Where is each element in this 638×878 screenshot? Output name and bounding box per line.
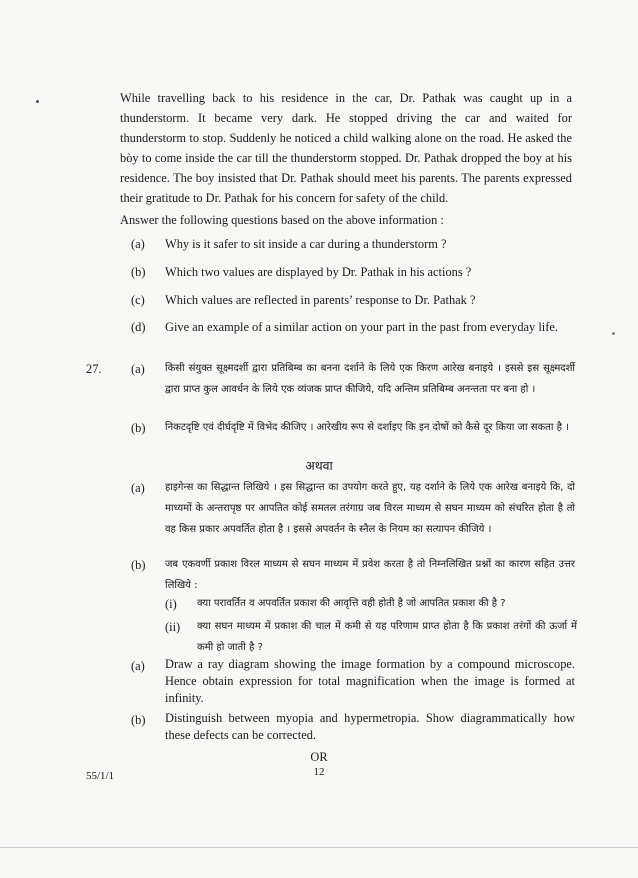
q26-a-text: Why is it safer to sit inside a car during a thunderstorm ? [165,237,447,251]
q27-hindi-a-text: किसी संयुक्त सूक्ष्मदर्शी द्वारा प्रतिबिम्ब का बनना दर्शाने के लिये एक किरण आरेख बनाइये । इससे इस सूक्ष्मदर्शी द्वारा प्राप्त कुल आवर्धन के लिये एक व्यंजक प्राप्त कीजिये, यदि अन्तिम प्रतिबिम्ब अनन्तता पर बना हो । [165,363,575,395]
q26-c-text: Which values are reflected in parents’ response to Dr. Pathak ? [165,293,476,307]
q26-a-label: (a) [131,237,145,251]
q27-eng-a-text: Draw a ray diagram showing the image formation by a compound microscope. Hence obtain expression for total magnification when the image is formed at infinity. [165,657,575,705]
q26-d-label: (d) [131,320,146,334]
or-label: OR [310,750,328,764]
q26-d-text: Give an example of a similar action on your part in the past from everyday life. [165,320,558,334]
instruction: Answer the following questions based on the above information : [120,213,444,227]
q26-c-label: (c) [131,293,145,307]
q27-or-hindi-a-text: हाइगेन्स का सिद्धान्त लिखिये । इस सिद्धान्त का उपयोग करते हुए, यह दर्शाने के लिये एक आरेख बनाइये कि, दो माध्यमों के अन्तरापृष्ठ पर आपतित कोई समतल तरंगाग्र जब विरल माध्यम से सघन माध्यम को संचरित होता है तो वह किस प्रकार अपवर्तित होता है । इससे अपवर्तन के स्नैल के नियम का सत्यापन कीजिये । [165,482,575,535]
passage: While travelling back to his residence in the car, Dr. Pathak was caught up in a thunderstorm. It became very dark. He stopped driving the car and waited for thunderstorm to stop. Suddenly he noticed a child walking alone on the road. He asked the bòy to come inside the car till the thunderstorm stopped. Dr. Pathak dropped the boy at his residence. The boy insisted that Dr. Pathak should meet his parents. The parents expressed their gratitude to Dr. Pathak for his concern for safety of the child. [120,91,572,205]
q27-or-hindi-b-ii-text: क्या सघन माध्यम में प्रकाश की चाल में कमी से यह परिणाम प्राप्त होता है कि प्रकाश तरंगों की ऊर्जा में कमी हो जाती है ? [197,621,577,653]
q26-b-text: Which two values are displayed by Dr. Pathak in his actions ? [165,265,472,279]
q27-hindi-a-label: (a) [131,362,145,376]
q27-hindi-b-text: निकटदृष्टि एवं दीर्घदृष्टि में विभेद कीजिए । आरेखीय रूप से दर्शाइए कि इन दोषों को कैसे दूर किया जा सकता है । [165,422,569,433]
athva-heading: अथवा [305,458,333,473]
q27-or-hindi-b-i-text: क्या परावर्तित व अपवर्तित प्रकाश की आवृत्ति वही होती है जो आपतित प्रकाश की है ? [197,598,506,609]
q27-or-hindi-a-label: (a) [131,481,145,495]
q27-number: 27. [86,362,102,376]
q27-or-hindi-b-label: (b) [131,558,146,572]
q27-eng-a-label: (a) [131,659,145,673]
page-number: 12 [313,766,325,778]
q27-or-hindi-b-ii-label: (ii) [165,620,181,634]
margin-dot [36,100,39,103]
q26-b-label: (b) [131,265,146,279]
q27-or-hindi-b-text: जब एकवर्णी प्रकाश विरल माध्यम से सघन माध्यम में प्रवेश करता है तो निम्नलिखित प्रश्नों का कारण सहित उत्तर लिखिये : [165,559,575,591]
q27-hindi-b-label: (b) [131,421,146,435]
q27-eng-b-text: Distinguish between myopia and hypermetropia. Show diagrammatically how these defects can be corrected. [165,711,575,742]
q27-or-hindi-b-i-label: (i) [165,597,177,611]
margin-dot [612,332,615,335]
q27-eng-b-label: (b) [131,713,146,727]
scan-edge [0,847,638,848]
paper-code: 55/1/1 [86,770,115,782]
